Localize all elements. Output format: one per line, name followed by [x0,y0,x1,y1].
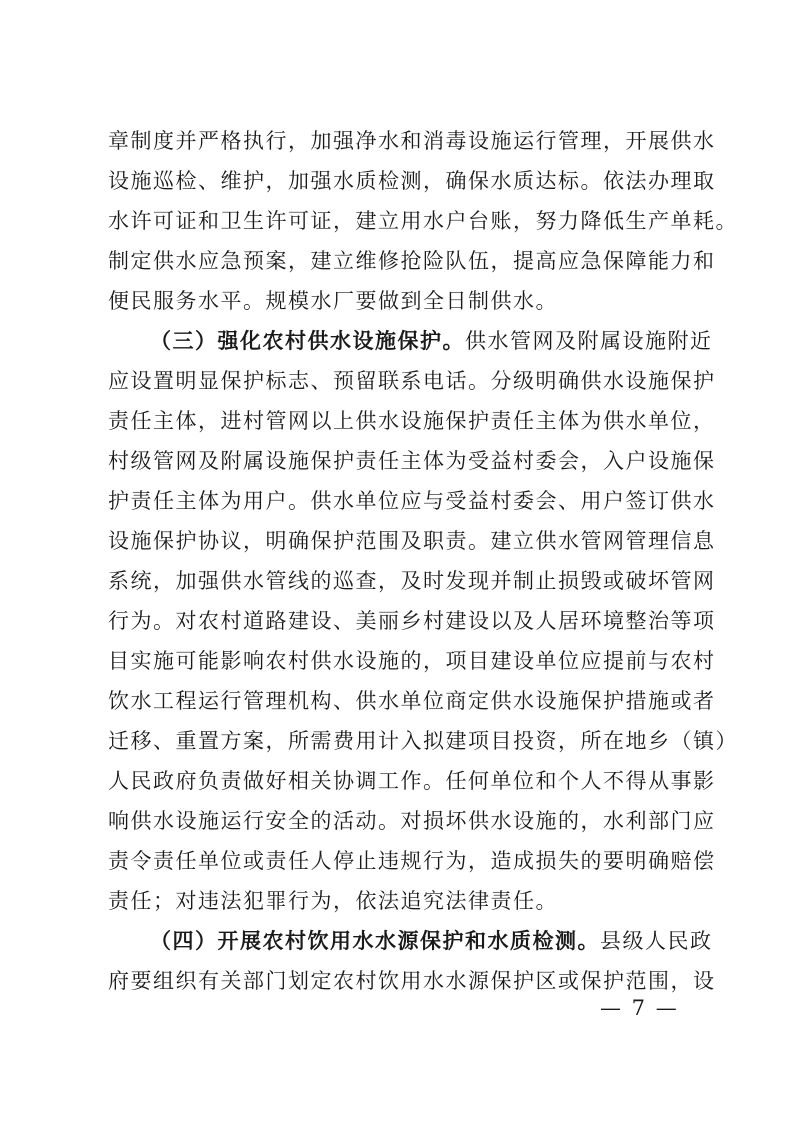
page-number: — 7 — [600,996,679,1020]
body-line: 村级管网及附属设施保护责任主体为受益村委会，入户设施保 [108,449,716,473]
section-3-text: 供水管网及附属设施附近 [465,329,713,353]
section-3-heading: （三）强化农村供水设施保护。 [150,329,465,353]
body-line: 护责任主体为用户。供水单位应与受益村委会、用户签订供水 [108,489,716,513]
section-4-text: 县级人民政 [600,929,713,953]
body-line: 设施巡检、维护，加强水质检测，确保水质达标。依法办理取 [108,169,716,193]
body-line: 应设置明显保护标志、预留联系电话。分级明确供水设施保护 [108,369,716,393]
body-line: 系统，加强供水管线的巡查，及时发现并制止损毁或破坏管网 [108,569,716,593]
body-line: 行为。对农村道路建设、美丽乡村建设以及人居环境整治等项 [108,609,716,633]
body-line: 迁移、重置方案，所需费用计入拟建项目投资，所在地乡（镇） [108,729,738,753]
section-4-first-line [150,921,713,961]
body-line: 责令责任单位或责任人停止违规行为，造成损失的要明确赔偿 [108,849,716,873]
body-line: 人民政府负责做好相关协调工作。任何单位和个人不得从事影 [108,769,716,793]
body-line: 水许可证和卫生许可证，建立用水户台账，努力降低生产单耗。 [108,209,738,233]
body-line: 饮水工程运行管理机构、供水单位商定供水设施保护措施或者 [108,689,716,713]
section-3-first-line [150,321,713,361]
body-line: 目实施可能影响农村供水设施的，项目建设单位应提前与农村 [108,649,716,673]
body-line: 设施保护协议，明确保护范围及职责。建立供水管网管理信息 [108,529,716,553]
body-line: 责任主体，进村管网以上供水设施保护责任主体为供水单位， [108,409,716,433]
body-line: 便民服务水平。规模水厂要做到全日制供水。 [108,289,558,313]
section-4-heading: （四）开展农村饮用水水源保护和水质检测。 [150,929,600,953]
body-line: 府要组织有关部门划定农村饮用水水源保护区或保护范围，设 [108,969,716,993]
body-line: 章制度并严格执行，加强净水和消毒设施运行管理，开展供水 [108,129,716,153]
body-line: 制定供水应急预案，建立维修抢险队伍，提高应急保障能力和 [108,249,716,273]
body-line: 响供水设施运行安全的活动。对损坏供水设施的，水利部门应 [108,809,716,833]
body-line: 责任；对违法犯罪行为，依法追究法律责任。 [108,889,558,913]
